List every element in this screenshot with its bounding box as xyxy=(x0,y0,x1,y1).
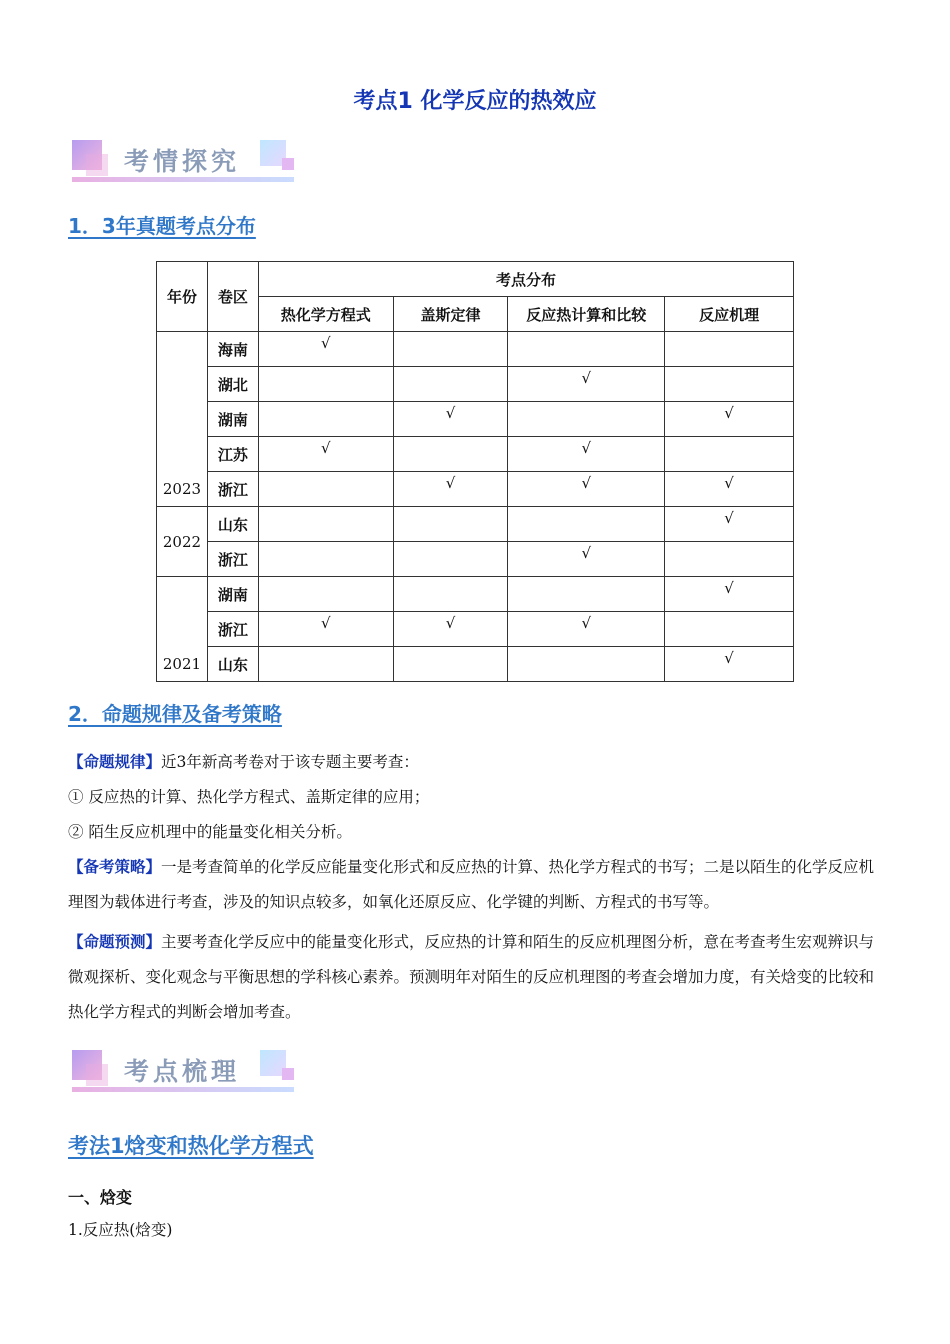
strategy-paragraph xyxy=(68,850,880,920)
forecast-text: 主要考查化学反应中的能量变化形式，反应热的计算和陌生的反应机理图分析，意在考查考生宏观辨识与微观探析、变化观念与平衡思想的学科核心素养。预测明年对陌生的反应机理图的考查会增加力度，有关焓变的比较和热化学方程式的判断会增加考查。 xyxy=(68,933,875,1021)
mark-cell xyxy=(258,612,393,647)
strategy-text: 一是考查简单的化学反应能量变化形式和反应热的计算、热化学方程式的书写；二是以陌生的化学反应机理图为载体进行考查，涉及的知识点较多，如氧化还原反应、化学键的判断、方程式的书写等。 xyxy=(68,858,875,911)
check-mark: √ xyxy=(581,614,592,632)
table-row xyxy=(157,472,794,507)
check-mark: √ xyxy=(724,509,734,527)
mark-cell xyxy=(508,577,665,612)
mark-cell xyxy=(665,507,794,542)
region-cell: 浙江 xyxy=(207,542,258,577)
table-row xyxy=(157,332,794,367)
rule-item-2: ② 陌生反应机理中的能量变化相关分析。 xyxy=(68,823,352,841)
check-mark: √ xyxy=(445,614,456,632)
check-mark: √ xyxy=(320,439,331,457)
forecast-tag: 【命题预测】 xyxy=(68,933,162,951)
table-row xyxy=(157,612,794,647)
forecast-paragraph xyxy=(68,925,880,1030)
mark-cell xyxy=(258,472,393,507)
header-col: 反应热计算和比较 xyxy=(508,297,665,332)
year-cell: 2022 xyxy=(157,507,208,577)
table-row xyxy=(157,402,794,437)
year-cell: 2021 xyxy=(157,577,208,682)
mark-cell xyxy=(258,647,393,682)
mark-cell xyxy=(258,507,393,542)
region-cell: 湖北 xyxy=(207,367,258,402)
banner-label: 考情探究 xyxy=(124,147,241,176)
header-col: 热化学方程式 xyxy=(258,297,393,332)
section-heading-strategy: 2．命题规律及备考策略 xyxy=(68,702,282,726)
region-cell: 山东 xyxy=(207,507,258,542)
mark-cell xyxy=(665,437,794,472)
region-cell: 浙江 xyxy=(207,472,258,507)
mark-cell xyxy=(665,332,794,367)
check-mark: √ xyxy=(445,404,456,422)
mark-cell xyxy=(508,612,665,647)
mark-cell xyxy=(508,542,665,577)
mark-cell xyxy=(665,542,794,577)
check-mark: √ xyxy=(724,649,734,667)
banner-key-points xyxy=(72,1050,302,1102)
exam-distribution-table xyxy=(156,261,794,682)
mark-cell xyxy=(508,437,665,472)
mark-cell xyxy=(508,367,665,402)
item-reaction-heat: 1.反应热(焓变) xyxy=(68,1221,173,1239)
mark-cell xyxy=(258,367,393,402)
mark-cell xyxy=(665,402,794,437)
mark-cell xyxy=(665,577,794,612)
mark-cell xyxy=(393,402,508,437)
mark-cell xyxy=(393,647,508,682)
header-col: 反应机理 xyxy=(665,297,794,332)
mark-cell xyxy=(258,437,393,472)
check-mark: √ xyxy=(724,404,734,422)
region-cell: 山东 xyxy=(207,647,258,682)
region-cell: 湖南 xyxy=(207,402,258,437)
mark-cell xyxy=(258,332,393,367)
mark-cell xyxy=(393,577,508,612)
page-title: 考点1 化学反应的热效应 xyxy=(353,89,597,114)
mark-cell xyxy=(665,367,794,402)
mark-cell xyxy=(508,647,665,682)
mark-cell xyxy=(665,612,794,647)
mark-cell xyxy=(393,437,508,472)
year-cell: 2023 xyxy=(157,332,208,507)
section-heading-distribution: 1．3年真题考点分布 xyxy=(68,214,256,238)
mark-cell xyxy=(393,332,508,367)
mark-cell xyxy=(393,612,508,647)
mark-cell xyxy=(393,542,508,577)
region-cell: 江苏 xyxy=(207,437,258,472)
table-row xyxy=(157,577,794,612)
table-row xyxy=(157,367,794,402)
mark-cell xyxy=(393,507,508,542)
section-heading-method: 考法1焓变和热化学方程式 xyxy=(68,1134,314,1158)
mark-cell xyxy=(508,472,665,507)
table-row xyxy=(157,542,794,577)
mark-cell xyxy=(665,647,794,682)
rule-item-1: ① 反应热的计算、热化学方程式、盖斯定律的应用； xyxy=(68,788,430,806)
header-year: 年份 xyxy=(157,262,208,332)
region-cell: 湖南 xyxy=(207,577,258,612)
check-mark: √ xyxy=(445,474,456,492)
mark-cell xyxy=(393,472,508,507)
table-row xyxy=(157,507,794,542)
header-region: 卷区 xyxy=(207,262,258,332)
check-mark: √ xyxy=(320,614,331,632)
rule-text: 近3年新高考卷对于该专题主要考查： xyxy=(161,753,419,771)
strategy-tag: 【备考策略】 xyxy=(68,858,162,876)
header-col: 盖斯定律 xyxy=(393,297,508,332)
rule-paragraph xyxy=(68,745,880,780)
check-mark: √ xyxy=(581,369,592,387)
check-mark: √ xyxy=(320,334,331,352)
check-mark: √ xyxy=(581,439,592,457)
mark-cell xyxy=(258,577,393,612)
mark-cell xyxy=(258,542,393,577)
check-mark: √ xyxy=(724,579,734,597)
header-group: 考点分布 xyxy=(258,262,793,297)
table-body xyxy=(157,332,794,682)
rule-tag: 【命题规律】 xyxy=(68,753,162,771)
region-cell: 浙江 xyxy=(207,612,258,647)
check-mark: √ xyxy=(581,474,592,492)
mark-cell xyxy=(665,472,794,507)
table-row xyxy=(157,647,794,682)
check-mark: √ xyxy=(724,474,734,492)
banner-exam-analysis xyxy=(72,140,302,192)
mark-cell xyxy=(508,332,665,367)
mark-cell xyxy=(508,507,665,542)
banner-label: 考点梳理 xyxy=(124,1057,241,1086)
check-mark: √ xyxy=(581,544,592,562)
mark-cell xyxy=(393,367,508,402)
mark-cell xyxy=(258,402,393,437)
mark-cell xyxy=(508,402,665,437)
table-row xyxy=(157,437,794,472)
subheading-enthalpy: 一、焓变 xyxy=(68,1188,133,1207)
region-cell: 海南 xyxy=(207,332,258,367)
